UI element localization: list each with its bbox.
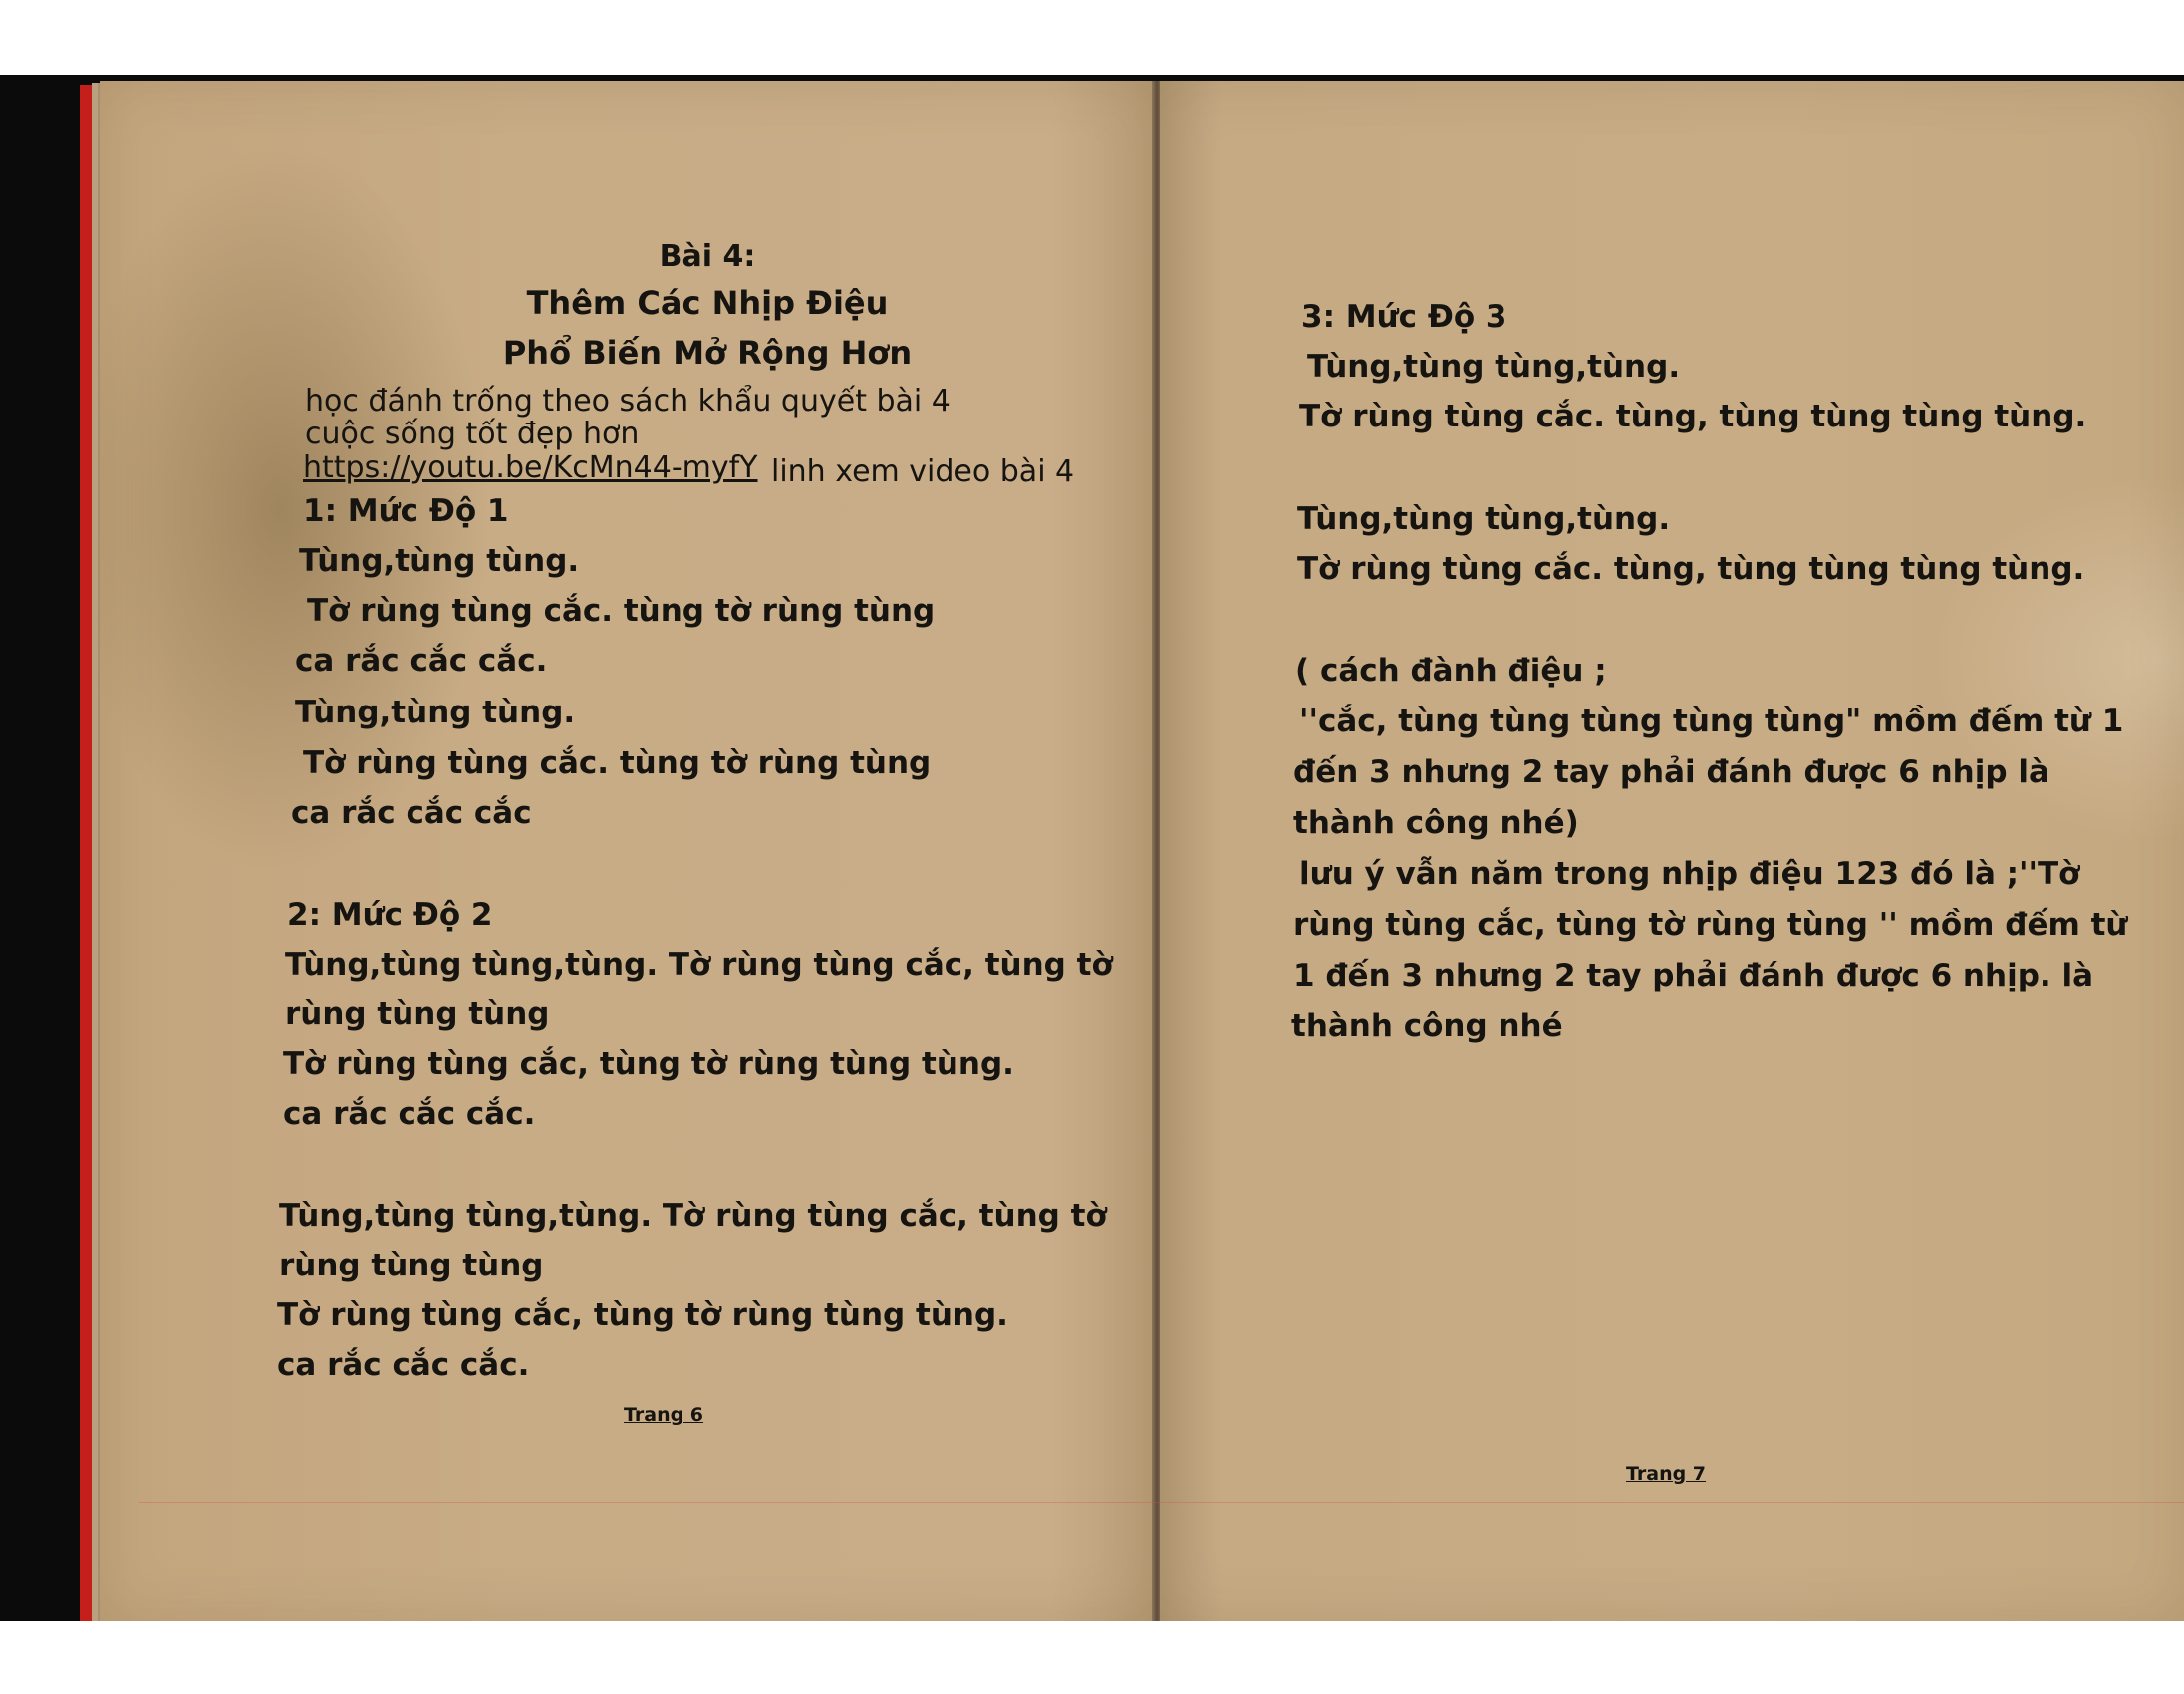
level2-line: Tờ rùng tùng cắc, tùng tờ rùng tùng tùng. xyxy=(283,1046,1014,1082)
level1-line: Tờ rùng tùng cắc. tùng tờ rùng tùng xyxy=(303,745,932,781)
level3-line: Tùng,tùng tùng,tùng. xyxy=(1297,501,1671,537)
level1-heading: 1: Mức Độ 1 xyxy=(303,493,509,529)
note-line: lưu ý vẫn năm trong nhịp điệu 123 đó là ;''Tờ xyxy=(1299,856,2080,892)
level2-line: Tờ rùng tùng cắc, tùng tờ rùng tùng tùng. xyxy=(277,1297,1008,1333)
intro-line-1: học đánh trống theo sách khẩu quyết bài 4 xyxy=(305,384,951,419)
level2-line: ca rắc cắc cắc. xyxy=(277,1347,530,1383)
lesson-title-line1: Thêm Các Nhịp Điệu xyxy=(526,284,889,322)
video-caption: linh xem video bài 4 xyxy=(771,454,1075,489)
page-number-right: Trang 7 xyxy=(1626,1463,1707,1485)
level2-line: Tùng,tùng tùng,tùng. Tờ rùng tùng cắc, tùng tờ xyxy=(279,1198,1107,1234)
level1-line: Tùng,tùng tùng. xyxy=(295,695,576,730)
level1-line: ca rắc cắc cắc. xyxy=(295,643,548,679)
level3-line: Tờ rùng tùng cắc. tùng, tùng tùng tùng tùng. xyxy=(1299,399,2087,434)
right-page xyxy=(1160,81,2184,1621)
level1-line: Tùng,tùng tùng. xyxy=(299,543,580,579)
scanned-book-spread xyxy=(0,75,2184,1621)
level3-line: Tờ rùng tùng cắc. tùng, tùng tùng tùng tùng. xyxy=(1297,551,2085,587)
note-line: ( cách đành điệu ; xyxy=(1295,653,1607,689)
level2-heading: 2: Mức Độ 2 xyxy=(287,897,493,933)
level3-line: Tùng,tùng tùng,tùng. xyxy=(1307,349,1681,385)
level2-line: Tùng,tùng tùng,tùng. Tờ rùng tùng cắc, tùng tờ xyxy=(285,947,1113,983)
lesson-number: Bài 4: xyxy=(659,239,756,274)
level2-line: ca rắc cắc cắc. xyxy=(283,1096,536,1132)
note-line: 1 đến 3 nhưng 2 tay phải đánh được 6 nhịp. là xyxy=(1293,958,2094,993)
lesson-title-line2: Phổ Biến Mở Rộng Hơn xyxy=(502,334,913,372)
level2-line: rùng tùng tùng xyxy=(279,1248,544,1283)
level1-line: ca rắc cắc cắc xyxy=(291,795,532,831)
note-line: thành công nhé) xyxy=(1293,805,1579,841)
level1-line: Tờ rùng tùng cắc. tùng tờ rùng tùng xyxy=(307,593,936,629)
note-line: thành công nhé xyxy=(1291,1008,1563,1044)
intro-line-2: cuộc sống tốt đẹp hơn xyxy=(305,417,640,451)
note-line: rùng tùng cắc, tùng tờ rùng tùng '' mồm đếm từ xyxy=(1293,907,2128,943)
level2-line: rùng tùng tùng xyxy=(285,996,550,1032)
level3-heading: 3: Mức Độ 3 xyxy=(1301,299,1507,335)
scan-artifact-line xyxy=(139,1502,2184,1503)
note-line: đến 3 nhưng 2 tay phải đánh được 6 nhịp là xyxy=(1293,754,2049,790)
page-number-left: Trang 6 xyxy=(624,1404,704,1426)
video-link[interactable]: https://youtu.be/KcMn44-myfY xyxy=(303,450,758,485)
note-line: ''cắc, tùng tùng tùng tùng tùng" mồm đếm từ 1 xyxy=(1299,704,2124,739)
left-page xyxy=(100,81,1158,1621)
